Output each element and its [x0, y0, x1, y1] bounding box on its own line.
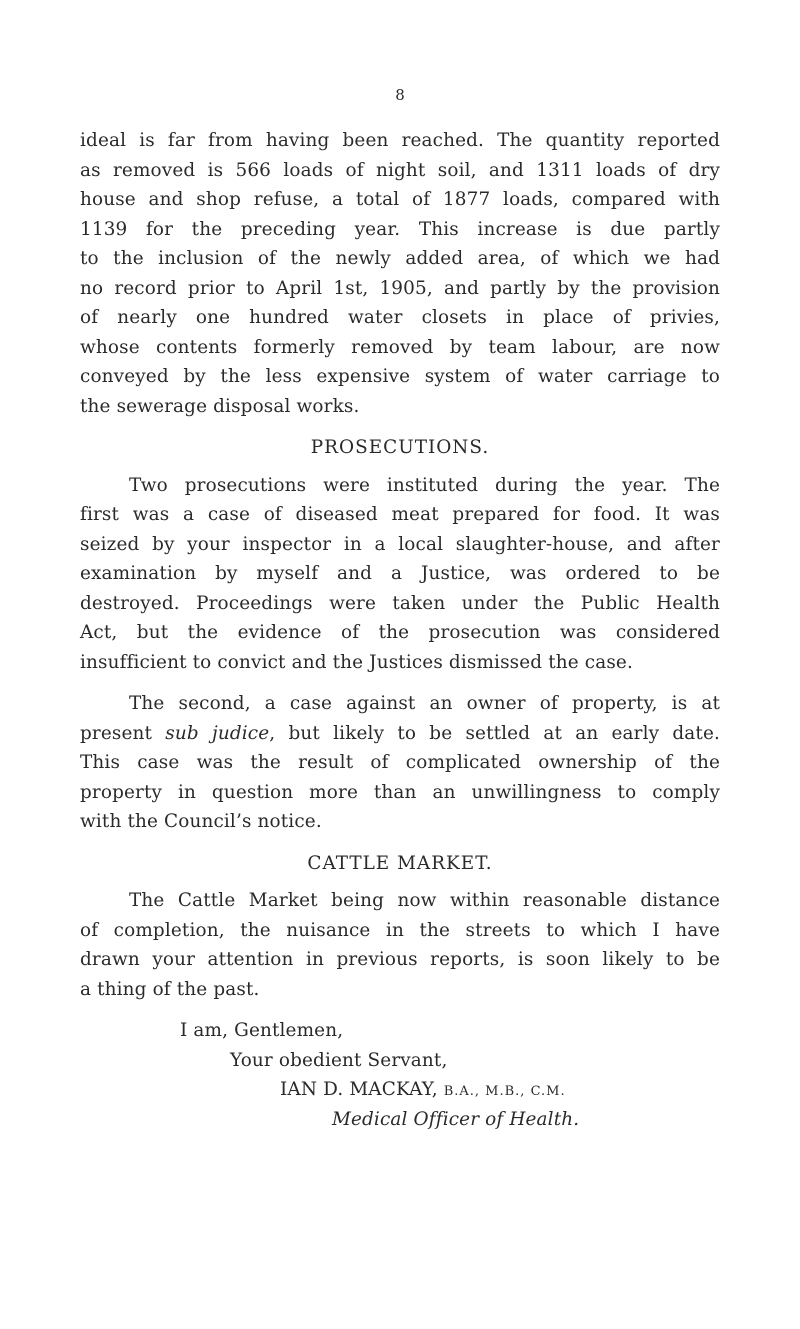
- text-line: examination by myself and a Justice, was ordered to be: [80, 563, 720, 584]
- text-line: The second, a case against an owner of property, is at: [129, 693, 720, 714]
- text-line: the sewerage disposal works.: [80, 395, 360, 417]
- section-heading: PROSECUTIONS.: [310, 437, 490, 458]
- document-body: [80, 126, 720, 1134]
- text-line: a thing of the past.: [80, 978, 260, 1000]
- section-heading: CATTLE MARKET.: [307, 852, 493, 874]
- text-line: drawn your attention in previous reports, is soon likely to be: [80, 949, 720, 970]
- text-line: Act, but the evidence of the prosecution was considered: [80, 622, 720, 643]
- closing-servant: Your obedient Servant,: [230, 1049, 448, 1071]
- text-line: as removed is 566 loads of night soil, and 1311 loads of dry: [80, 159, 720, 181]
- text-line: present sub judice, but likely to be settled at an early date.: [80, 722, 720, 744]
- text-line: property in question more than an unwillingness to comply: [80, 781, 720, 803]
- text-line: whose contents formerly removed by team labour, are now: [80, 336, 720, 358]
- text-line: Two prosecutions were instituted during the year. The: [129, 474, 720, 496]
- text-line: no record prior to April 1st, 1905, and partly by the provision: [80, 277, 720, 299]
- text-line: to the inclusion of the newly added area, of which we had: [80, 248, 720, 269]
- text-line: insufficient to convict and the Justices dismissed the case.: [80, 651, 633, 673]
- text-line: This case was the result of complicated ownership of the: [80, 752, 720, 773]
- text-line: with the Council’s notice.: [80, 811, 322, 832]
- text-line: seized by your inspector in a local slaughter-house, and after: [80, 533, 720, 555]
- signature-title: Medical Officer of Health.: [332, 1108, 580, 1130]
- text-line: destroyed. Proceedings were taken under the Public Health: [80, 592, 720, 614]
- text-line: conveyed by the less expensive system of water carriage to: [80, 366, 720, 387]
- text-line: first was a case of diseased meat prepared for food. It was: [80, 504, 720, 525]
- page-number: 8: [395, 86, 405, 104]
- text-line: of nearly one hundred water closets in place of privies,: [80, 307, 720, 328]
- signature-name: IAN D. MACKAY, B.A., M.B., C.M.: [280, 1079, 566, 1100]
- closing-salutation: I am, Gentlemen,: [180, 1020, 344, 1041]
- text-line: ideal is far from having been reached. The quantity reported: [80, 130, 720, 151]
- text-line: house and shop refuse, a total of 1877 loads, compared with: [80, 189, 720, 210]
- text-line: of completion, the nuisance in the streets to which I have: [80, 919, 720, 941]
- text-line: The Cattle Market being now within reasonable distance: [129, 890, 720, 911]
- text-line: 1139 for the preceding year. This increase is due partly: [80, 218, 720, 240]
